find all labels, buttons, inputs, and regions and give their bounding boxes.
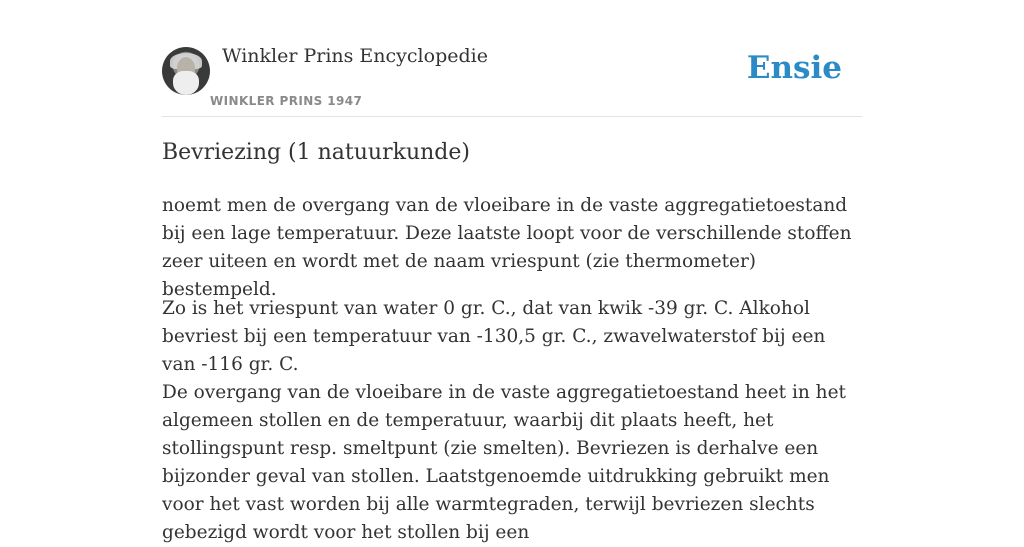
header — [162, 0, 862, 117]
article-paragraph: noemt men de overgang van de vloeibare in de vaste aggregatietoestand bij een lage temperatuur. Deze laatste loopt voor de verschillende stoffen zeer uiteen en wordt met de naam vriespunt (zie thermometer) bestempeld. — [162, 195, 852, 300]
page-container — [162, 0, 862, 543]
site-name-link[interactable]: Winkler Prins Encyclopedie — [222, 45, 488, 67]
article-paragraph: De overgang van de vloeibare in de vaste aggregatietoestand heet in het algemeen stollen en de temperatuur, waarbij dit plaats heeft, het stollingspunt resp. smeltpunt (zie smelten). Bevriezen is derhalve een bijzonder geval van stollen. Laatstgenoemde uitdrukking gebruikt men voor het vast worden bij alle warmtegraden, terwijl bevriezen slechts gebezigd wordt voor het stollen bij een — [162, 382, 846, 543]
author-avatar-icon[interactable] — [162, 47, 210, 95]
article-title: Bevriezing (1 natuurkunde) — [162, 140, 470, 165]
ensie-logo[interactable]: Ensie — [746, 50, 842, 86]
source-tag[interactable]: WINKLER PRINS 1947 — [210, 94, 363, 108]
article-paragraph: Zo is het vriespunt van water 0 gr. C., dat van kwik -39 gr. C. Alkohol bevriest bij een temperatuur van -130,5 gr. C., zwavelwaterstof bij een van -116 gr. C. — [162, 298, 826, 375]
avatar-beard — [173, 71, 199, 95]
